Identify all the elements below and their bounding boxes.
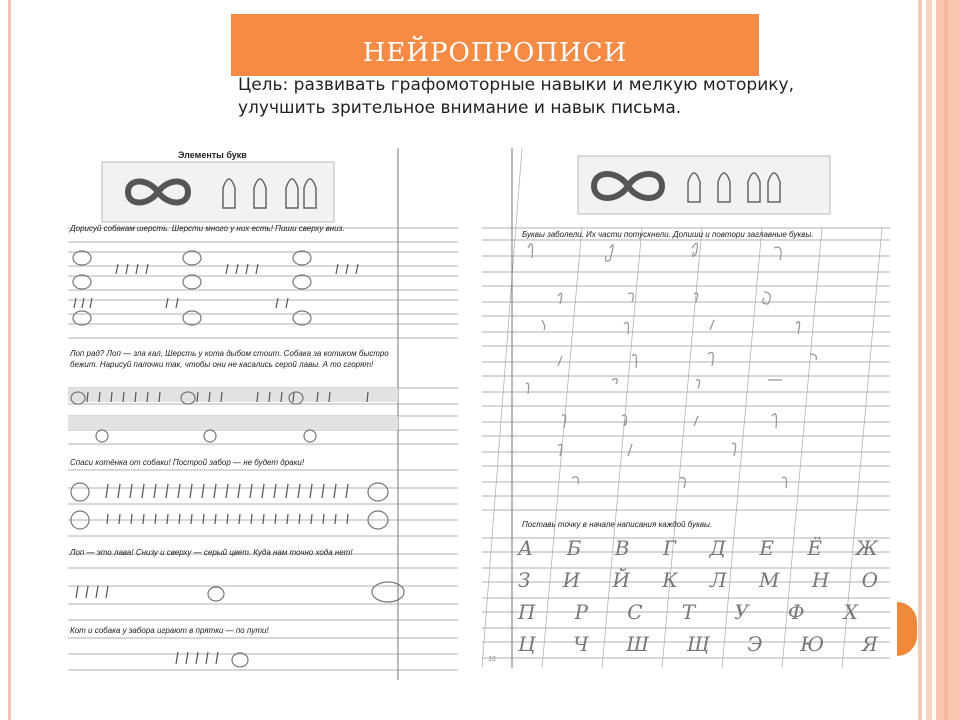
letter[interactable]: П <box>518 600 536 624</box>
letter[interactable]: Г <box>662 536 677 560</box>
letter-row-4 <box>518 632 878 656</box>
right-stripe <box>944 0 948 720</box>
letter[interactable]: Я <box>861 632 878 656</box>
letter[interactable]: А <box>518 536 534 560</box>
letter[interactable]: Ш <box>626 632 650 656</box>
letter[interactable]: Ч <box>573 632 589 656</box>
right-stripe <box>926 0 932 720</box>
letter-row-2 <box>518 568 878 592</box>
letter[interactable]: Р <box>574 600 589 624</box>
page-number: 16 <box>488 656 496 663</box>
goal-text: Цель: развивать графомоторные навыки и мелкую моторику, улучшить зрительное внимание и навык письма. <box>238 75 794 118</box>
letter[interactable]: В <box>614 536 630 560</box>
letter[interactable]: Н <box>811 568 830 592</box>
letter[interactable]: И <box>562 568 581 592</box>
letter[interactable]: Ф <box>787 600 805 624</box>
left-border <box>8 0 11 720</box>
letter[interactable]: Б <box>566 536 582 560</box>
next-slide-tab[interactable] <box>897 602 917 656</box>
letter[interactable]: Й <box>612 568 630 592</box>
left-worksheet <box>58 148 460 680</box>
elements-header-box <box>102 162 334 222</box>
letter[interactable]: С <box>627 600 643 624</box>
letter[interactable]: Щ <box>686 632 710 656</box>
section-label: Дорисуй собакам шерсть. Шерсти много у них есть! Пиши сверху вниз. <box>70 224 345 233</box>
section-label: Кот и собака у забора играют в прятки — по пути! <box>70 626 269 635</box>
right-stripe <box>936 0 960 720</box>
letter[interactable]: Л <box>710 568 727 592</box>
letter-row-1 <box>518 536 878 560</box>
letter[interactable]: М <box>759 568 780 592</box>
letter[interactable]: Е <box>759 536 774 560</box>
title-bar <box>231 14 759 76</box>
slide-title: НЕЙРОПРОПИСИ <box>362 38 628 68</box>
section-label: Спаси котёнка от собаки! Построй забор — не будет драки! <box>70 458 305 467</box>
section-label: Поставь точку в начале написания каждой буквы. <box>522 520 713 529</box>
right-stripe <box>918 0 922 720</box>
letter[interactable]: Х <box>843 600 858 624</box>
letter[interactable]: Э <box>747 632 763 656</box>
letter[interactable]: Т <box>681 600 696 624</box>
letter[interactable]: Ж <box>855 536 878 560</box>
section-label: Лоп рад? Лоп — зла кал, Шерсть у кота дыбом стоит. Собака за котиком быстро бежит. Нарисуй палочки так, чтобы они не касались серой лавы. А то сгорят! <box>70 349 389 369</box>
right-worksheet <box>482 148 894 668</box>
letter[interactable]: Ю <box>800 632 825 656</box>
elements-heading: Элементы букв <box>178 150 247 160</box>
letter[interactable]: У <box>734 600 749 624</box>
letter[interactable]: Ц <box>518 632 536 656</box>
letter-row-3 <box>518 600 858 624</box>
letter[interactable]: Д <box>709 536 726 560</box>
section-label: Буквы заболели. Их части потускнели. Допиши и повтори заглавные буквы. <box>522 230 814 239</box>
letter[interactable]: О <box>861 568 878 592</box>
section-label: Лоп — это лава! Снизу и сверху — серый цвет. Куда нам точно хода нет! <box>70 548 353 557</box>
right-header-box <box>578 156 830 214</box>
letter[interactable]: Ё <box>807 536 823 560</box>
letter[interactable]: К <box>662 568 678 592</box>
letter[interactable]: З <box>518 568 531 592</box>
